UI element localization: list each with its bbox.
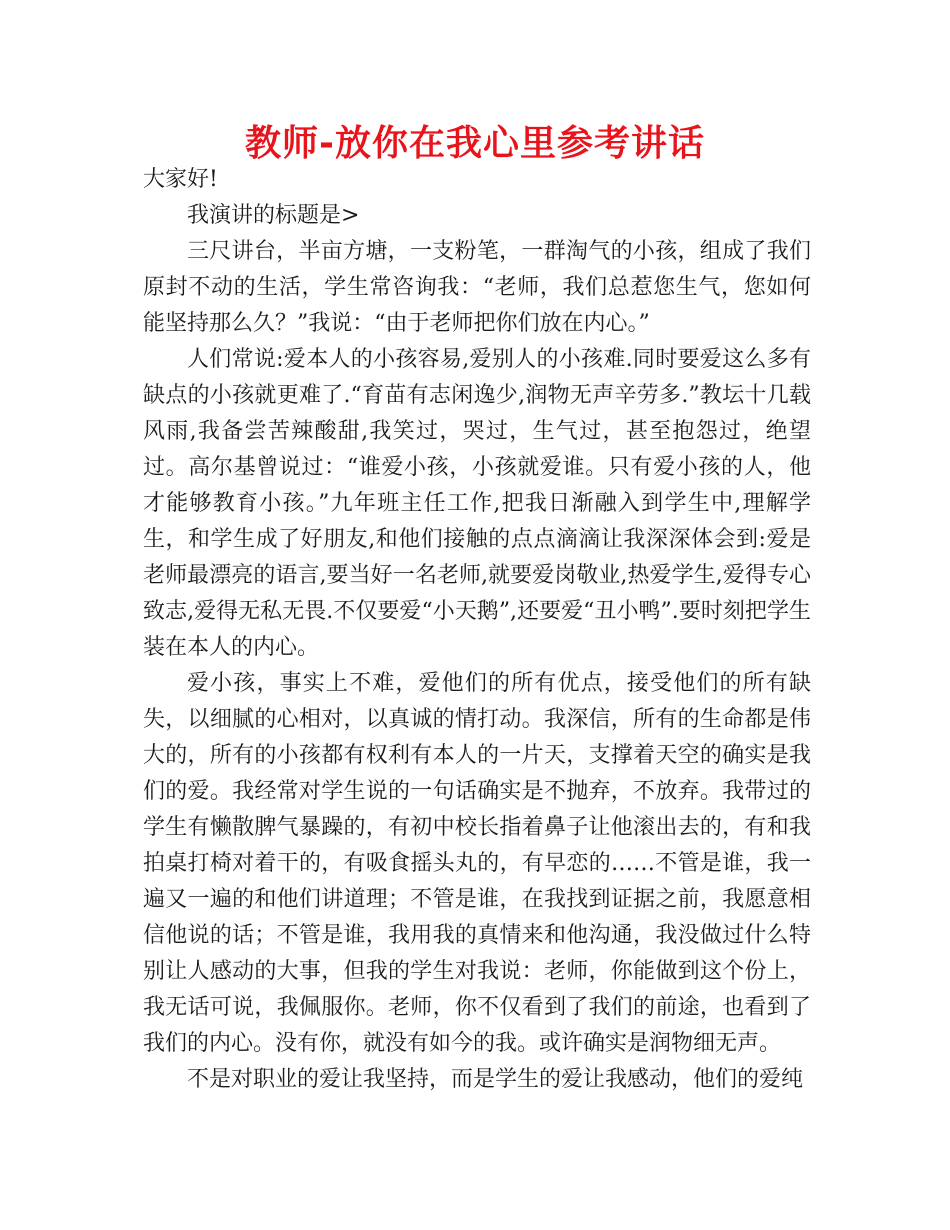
document-body bbox=[143, 162, 811, 1098]
speech-topic-paragraph: 我演讲的标题是> bbox=[187, 203, 360, 228]
body-paragraph-1: 三尺讲台，半亩方塘，一支粉笔，一群淘气的小孩，组成了我们原封不动的生活，学生常咨询我：“老师，我们总惹您生气，您如何能坚持那么久？”我说：“由于老师把你们放在内心。” bbox=[143, 239, 811, 336]
body-paragraph-2: 人们常说:爱本人的小孩容易,爱别人的小孩难.同时要爱这么多有缺点的小孩就更难了.“育苗有志闲逸少,润物无声辛劳多.”教坛十几载风雨,我备尝苦辣酸甜,我笑过，哭过，生气过，甚至抱怨过，绝望过。高尔基曾说过：“谁爱小孩，小孩就爱谁。只有爱小孩的人，他才能够教育小孩。”九年班主任工作,把我日渐融入到学生中,理解学生，和学生成了好朋友,和他们接触的点点滴滴让我深深体会到:爱是老师最漂亮的语言,要当好一名老师,就要爱岗敬业,热爱学生,爱得专心致志,爱得无私无畏.不仅要爱“小天鹅”,还要爱“丑小鸭”.要时刻把学生装在本人的内心。 bbox=[143, 347, 811, 660]
body-paragraph-4: 不是对职业的爱让我坚持，而是学生的爱让我感动，他们的爱纯 bbox=[187, 1067, 804, 1092]
document-title: 教师-放你在我心里参考讲话 bbox=[245, 123, 705, 164]
greeting-paragraph: 大家好! bbox=[143, 167, 218, 192]
body-paragraph-3: 爱小孩，事实上不难，爱他们的所有优点，接受他们的所有缺失，以细腻的心相对，以真诚的情打动。我深信，所有的生命都是伟大的，所有的小孩都有权利有本人的一片天，支撑着天空的确实是我们的爱。我经常对学生说的一句话确实是不抛弃，不放弃。我带过的学生有懒散脾气暴躁的，有初中校长指着鼻子让他滚出去的，有和我拍桌打椅对着干的，有吸食摇头丸的，有早恋的……不管是谁，我一遍又一遍的和他们讲道理；不管是谁，在我找到证据之前，我愿意相信他说的话；不管是谁，我用我的真情来和他沟通，我没做过什么特别让人感动的大事，但我的学生对我说：老师，你能做到这个份上，我无话可说，我佩服你。老师，你不仅看到了我们的前途，也看到了我们的内心。没有你，就没有如今的我。或许确实是润物细无声。 bbox=[143, 671, 811, 1056]
